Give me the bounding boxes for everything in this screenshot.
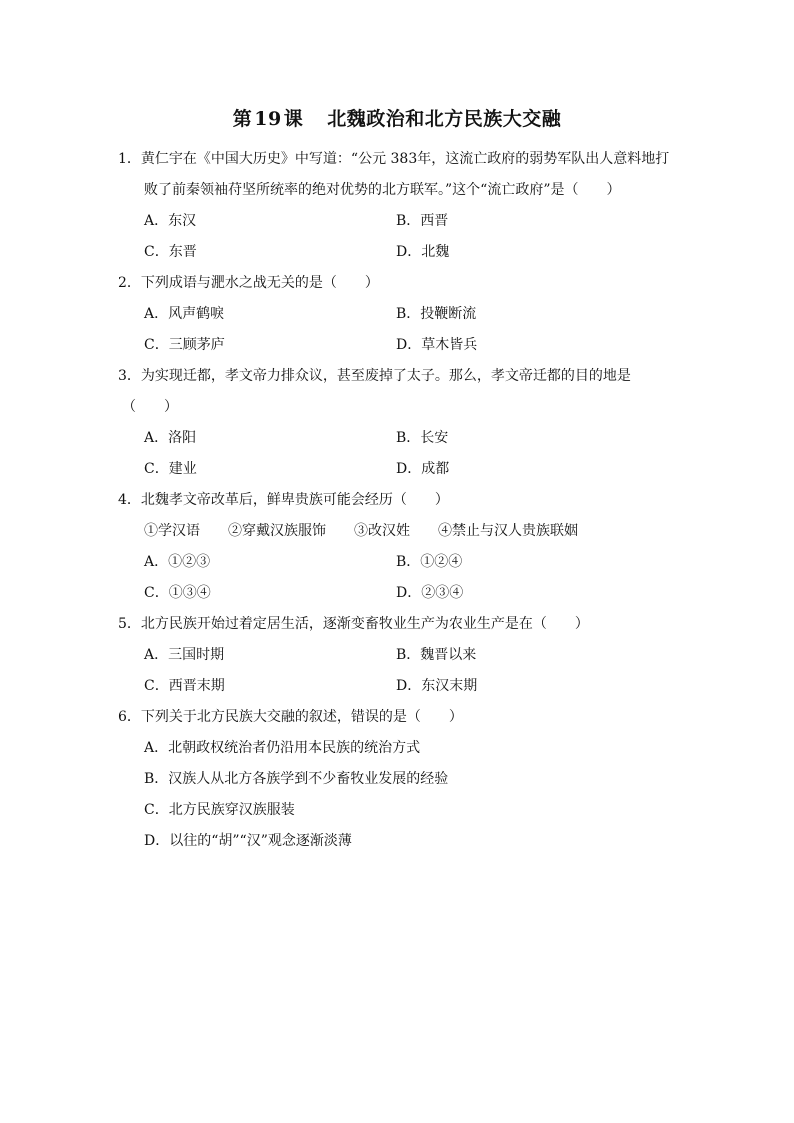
- question-3-stem-line2: （ ）: [122, 399, 178, 415]
- question-1-stem-line1: 1．黄仁宇在《中国大历史》中写道：“公元 383年，这流亡政府的弱势军队出人意料地打: [118, 151, 670, 167]
- option-a[interactable]: A．风声鹤唳: [144, 306, 225, 322]
- option-b[interactable]: B．长安: [396, 430, 449, 446]
- item-2: ②穿戴汉族服饰: [228, 523, 326, 539]
- question-5-options-row2: [118, 671, 688, 702]
- question-4-options-row2: [118, 578, 688, 609]
- item-3: ③改汉姓: [354, 523, 410, 539]
- question-3: [118, 361, 688, 485]
- item-4: ④禁止与汉人贵族联姻: [438, 523, 578, 539]
- question-3-options-row2: [118, 454, 688, 485]
- question-6: [118, 702, 688, 857]
- question-4-stem: 4．北魏孝文帝改革后，鲜卑贵族可能会经历（ ）: [118, 492, 449, 508]
- option-c[interactable]: C．西晋末期: [144, 678, 225, 694]
- question-3-stem-line1: 3．为实现迁都，孝文帝力排众议，甚至废掉了太子。那么，孝文帝迁都的目的地是: [118, 368, 631, 384]
- option-a[interactable]: A．三国时期: [144, 647, 225, 663]
- option-d[interactable]: D．成都: [396, 461, 450, 477]
- question-1-options-row2: [118, 237, 688, 268]
- option-c[interactable]: C．①③④: [144, 585, 211, 601]
- title-prefix: 第: [232, 108, 253, 130]
- option-c[interactable]: C．建业: [144, 461, 197, 477]
- option-a[interactable]: A．洛阳: [144, 430, 197, 446]
- question-2-options-row1: [118, 299, 688, 330]
- question-1-stem: [118, 144, 688, 206]
- question-4-options-row1: [118, 547, 688, 578]
- question-1-options-row1: [118, 206, 688, 237]
- option-d[interactable]: D．草木皆兵: [396, 337, 478, 353]
- option-c[interactable]: C．北方民族穿汉族服装: [144, 802, 295, 818]
- option-d[interactable]: D．东汉末期: [396, 678, 478, 694]
- title-suffix: 课: [283, 108, 304, 130]
- page-title: [0, 104, 794, 131]
- option-c[interactable]: C．三顾茅庐: [144, 337, 225, 353]
- option-a[interactable]: A．①②③: [144, 554, 211, 570]
- option-d[interactable]: D．北魏: [396, 244, 450, 260]
- option-d[interactable]: D．以往的“胡”“汉”观念逐渐淡薄: [144, 833, 352, 849]
- option-b[interactable]: B．西晋: [396, 213, 449, 229]
- title-lesson-number: 19: [254, 108, 282, 130]
- option-a[interactable]: A．东汉: [144, 213, 197, 229]
- question-3-stem: [118, 361, 688, 423]
- option-c[interactable]: C．东晋: [144, 244, 197, 260]
- item-1: ①学汉语: [144, 523, 200, 539]
- question-list: [118, 144, 688, 857]
- option-d[interactable]: D．②③④: [396, 585, 464, 601]
- question-2: [118, 268, 688, 361]
- option-b[interactable]: B．汉族人从北方各族学到不少畜牧业发展的经验: [144, 771, 449, 787]
- option-b[interactable]: B．投鞭断流: [396, 306, 477, 322]
- option-a[interactable]: A．北朝政权统治者仍沿用本民族的统治方式: [144, 740, 421, 756]
- question-5-stem: 5．北方民族开始过着定居生活，逐渐变畜牧业生产为农业生产是在（ ）: [118, 616, 589, 632]
- question-2-stem: 2．下列成语与淝水之战无关的是（ ）: [118, 275, 379, 291]
- question-4-items: [118, 516, 688, 547]
- question-1: [118, 144, 688, 268]
- question-2-options-row2: [118, 330, 688, 361]
- question-5: [118, 609, 688, 702]
- title-lesson-name: 北魏政治和北方民族大交融: [327, 108, 562, 130]
- question-1-stem-line2: 败了前秦领袖苻坚所统率的绝对优势的北方联军。”这个“流亡政府”是（ ）: [144, 182, 621, 198]
- option-b[interactable]: B．魏晋以来: [396, 647, 477, 663]
- question-3-options-row1: [118, 423, 688, 454]
- question-6-stem: 6．下列关于北方民族大交融的叙述，错误的是（ ）: [118, 709, 463, 725]
- question-5-options-row1: [118, 640, 688, 671]
- question-4: [118, 485, 688, 609]
- option-b[interactable]: B．①②④: [396, 554, 463, 570]
